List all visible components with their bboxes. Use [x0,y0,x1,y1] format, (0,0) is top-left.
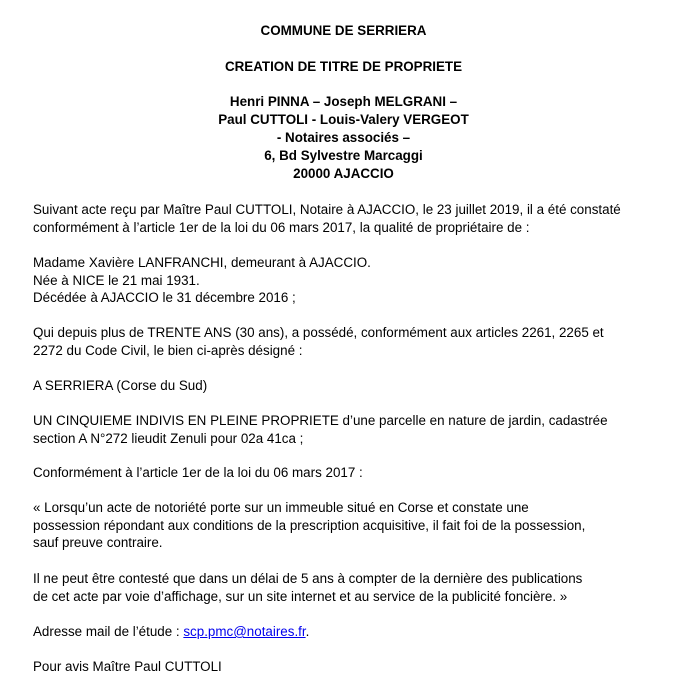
signature-text: Pour avis Maître Paul CUTTOLI [33,659,222,674]
text-line: UN CINQUIEME INDIVIS EN PLEINE PROPRIETE d’une parcelle en nature de jardin, cadastrée [33,413,608,428]
text-line: Conformément à l’article 1er de la loi du 06 mars 2017 : [33,465,363,480]
notaries-block [0,93,687,183]
text-line: sauf preuve contraire. [33,535,163,551]
address-line-2: 20000 AJACCIO [293,166,394,181]
paragraph-quote-1 [33,499,663,552]
notaries-line-3: - Notaires associés – [276,130,411,145]
paragraph-signature [33,658,663,676]
paragraph-acte [33,201,663,236]
text-line: Il ne peut être contesté que dans un délai de 5 ans à compter de la dernière des publications [33,571,583,586]
text-line: Née à NICE le 21 mai 1931. [33,272,200,288]
email-suffix: . [305,624,310,639]
text-line: « Lorsqu’un acte de notoriété porte sur un immeuble situé en Corse et constate une [33,500,529,515]
commune-heading [0,22,687,40]
text-line: section A N°272 lieudit Zenuli pour 02a 41ca ; [33,430,304,446]
paragraph-owner [33,254,663,307]
paragraph-possession [33,324,663,359]
text-line: Qui depuis plus de TRENTE ANS (30 ans), a possédé, conformément aux articles 2261, 2265 et [33,325,604,340]
notaries-line-1: Henri PINNA – Joseph MELGRANI – [229,94,458,109]
document-title [0,58,687,76]
text-line: possession répondant aux conditions de la prescription acquisitive, il fait foi de la possession, [33,517,586,533]
paragraph-parcel [33,412,663,447]
text-line: A SERRIERA (Corse du Sud) [33,378,208,393]
paragraph-quote-2 [33,570,663,605]
text-line: Madame Xavière LANFRANCHI, demeurant à AJACCIO. [33,255,371,270]
text-line: Suivant acte reçu par Maître Paul CUTTOLI, Notaire à AJACCIO, le 23 juillet 2019, il a été constaté [33,202,621,217]
email-label: Adresse mail de l’étude : [33,624,184,639]
title-text: CREATION DE TITRE DE PROPRIETE [224,59,463,74]
text-line: Décédée à AJACCIO le 31 décembre 2016 ; [33,290,296,306]
email-line [33,623,663,641]
email-link[interactable]: scp.pmc@notaires.fr [183,624,306,639]
notaries-line-2: Paul CUTTOLI - Louis-Valery VERGEOT [218,112,469,127]
commune-name: COMMUNE DE SERRIERA [260,23,427,38]
text-line: conformément à l’article 1er de la loi du 06 mars 2017, la qualité de propriétaire de : [33,219,530,235]
text-line: de cet acte par voie d’affichage, sur un site internet et au service de la publicité foncière. » [33,588,568,604]
paragraph-law-reference [33,464,663,482]
text-line: 2272 du Code Civil, le bien ci-après désigné : [33,342,303,358]
paragraph-email [33,623,663,641]
address-line-1: 6, Bd Sylvestre Marcaggi [264,148,423,163]
paragraph-location [33,377,663,395]
